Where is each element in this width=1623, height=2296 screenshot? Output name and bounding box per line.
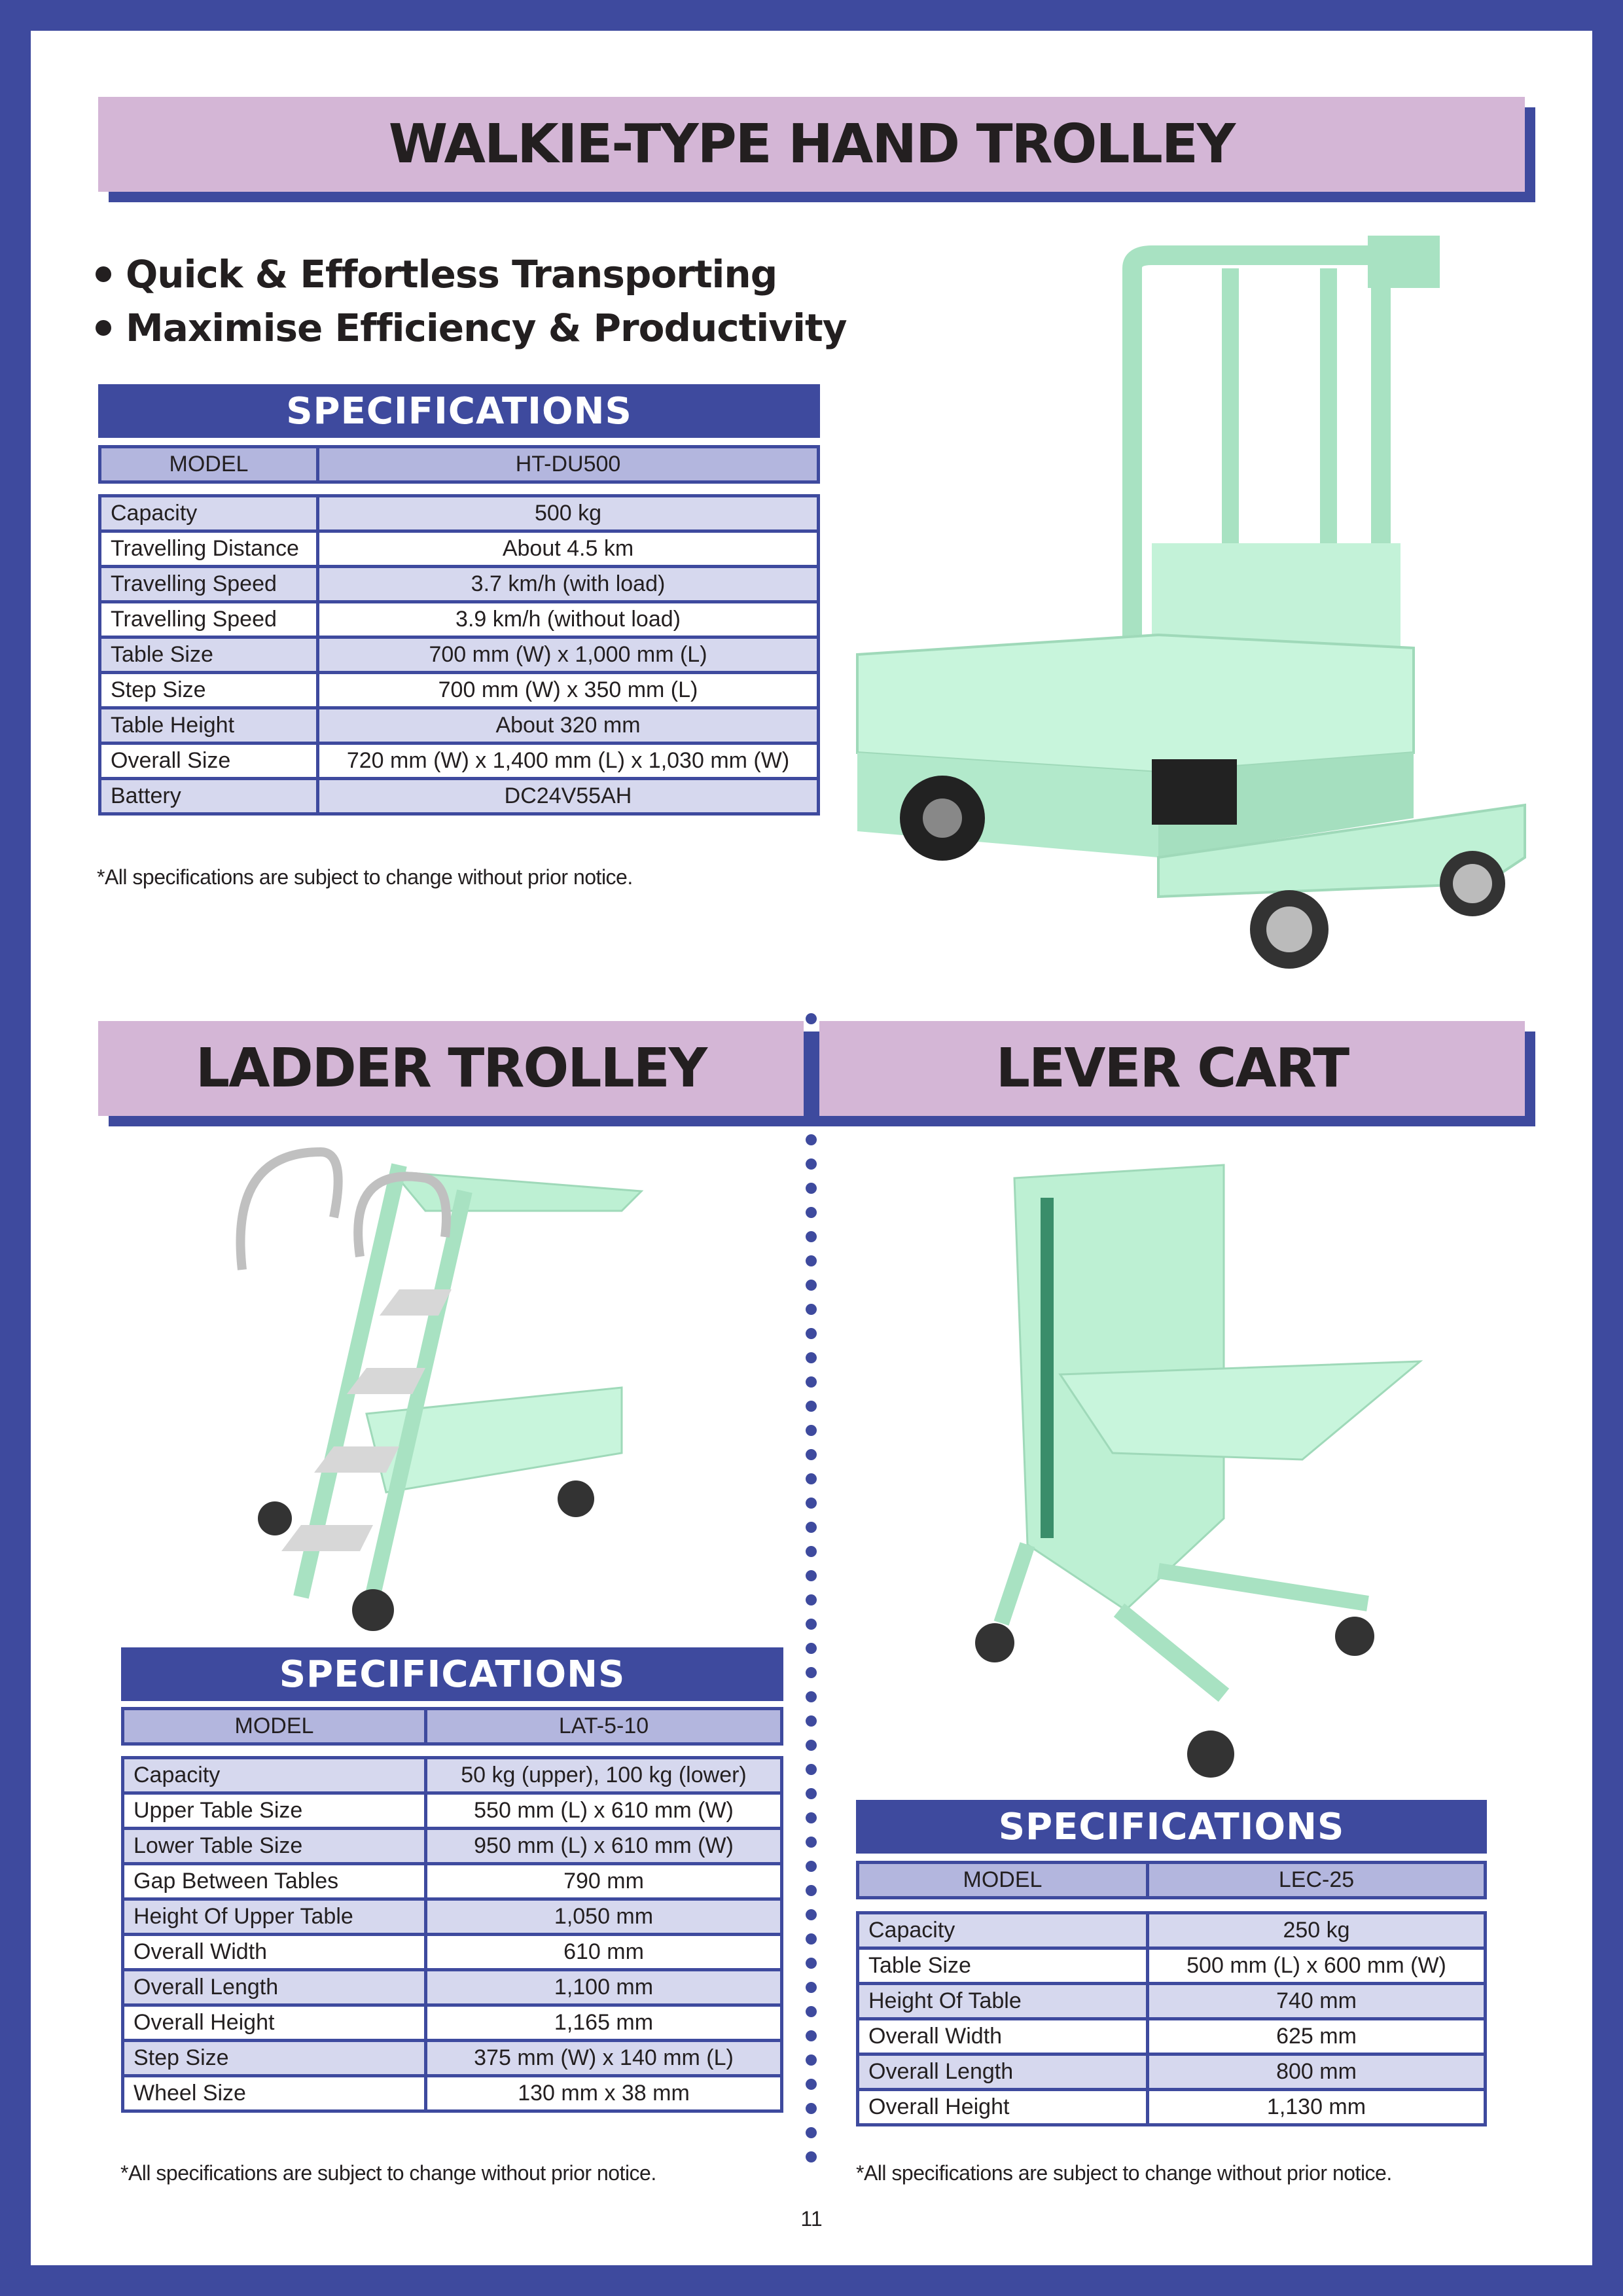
- table-row: [123, 2076, 782, 2111]
- spec-label: Gap Between Tables: [123, 1864, 426, 1899]
- model-value: LEC-25: [1148, 1863, 1486, 1898]
- table-row: [858, 1984, 1486, 2019]
- spec-label: Overall Width: [858, 2019, 1148, 2054]
- walkie-note: *All specifications are subject to change without prior notice.: [97, 865, 633, 889]
- divider-dot: [806, 2103, 817, 2114]
- divider-dot: [806, 1958, 817, 1969]
- table-row: [123, 1970, 782, 2005]
- spec-value: 740 mm: [1148, 1984, 1486, 2019]
- divider-dot: [806, 2127, 817, 2138]
- table-row: [123, 1829, 782, 1864]
- spec-label: Overall Size: [100, 744, 318, 779]
- table-row: [858, 2090, 1486, 2125]
- divider-dot: [806, 1231, 817, 1242]
- table-row: [858, 2054, 1486, 2090]
- model-label: MODEL: [858, 1863, 1148, 1898]
- table-row: [123, 1935, 782, 1970]
- spec-value: 950 mm (L) x 610 mm (W): [426, 1829, 782, 1864]
- divider-dot: [806, 2054, 817, 2066]
- spec-label: Capacity: [858, 1913, 1148, 1948]
- spec-value: 250 kg: [1148, 1913, 1486, 1948]
- spec-label: Overall Height: [123, 2005, 426, 2041]
- spec-label: Height Of Upper Table: [123, 1899, 426, 1935]
- model-label: MODEL: [123, 1709, 426, 1744]
- divider-dot: [806, 1861, 817, 1872]
- model-value: LAT-5-10: [426, 1709, 782, 1744]
- divider-dot: [806, 1449, 817, 1460]
- ladder-spec-title: SPECIFICATIONS: [121, 1647, 783, 1701]
- spec-value: 3.9 km/h (without load): [318, 602, 819, 637]
- bullet-item: Maximise Efficiency & Productivity: [96, 301, 847, 355]
- divider-dot: [806, 1183, 817, 1194]
- divider-dot: [806, 1812, 817, 1823]
- ladder-note: *All specifications are subject to change without prior notice.: [120, 2161, 656, 2185]
- divider-dot: [806, 1909, 817, 1920]
- divider-dot: [806, 1134, 817, 1145]
- divider-dot: [806, 2151, 817, 2162]
- spec-value: 550 mm (L) x 610 mm (W): [426, 1793, 782, 1829]
- spec-value: 130 mm x 38 mm: [426, 2076, 782, 2111]
- divider-dot: [806, 1788, 817, 1799]
- spec-value: 610 mm: [426, 1935, 782, 1970]
- spec-label: Battery: [100, 779, 318, 814]
- divider-dot: [806, 1570, 817, 1581]
- lever-spec-title: SPECIFICATIONS: [856, 1800, 1487, 1854]
- spec-value: About 320 mm: [318, 708, 819, 744]
- table-row: [123, 1793, 782, 1829]
- model-label: MODEL: [100, 447, 318, 482]
- divider-dot: [806, 1837, 817, 1848]
- divider-dot: [806, 1304, 817, 1315]
- spec-label: Overall Length: [123, 1970, 426, 2005]
- spec-label: Upper Table Size: [123, 1793, 426, 1829]
- spec-value: 375 mm (W) x 140 mm (L): [426, 2041, 782, 2076]
- spec-label: Overall Length: [858, 2054, 1148, 2090]
- spec-value: 3.7 km/h (with load): [318, 567, 819, 602]
- divider-dot: [806, 1933, 817, 1945]
- divider-dot: [806, 1158, 817, 1170]
- page-number: 11: [800, 2207, 823, 2231]
- table-row: [100, 531, 819, 567]
- table-row: [123, 2005, 782, 2041]
- divider-dot: [806, 1352, 817, 1363]
- spec-label: Overall Width: [123, 1935, 426, 1970]
- divider-dot: [806, 1715, 817, 1727]
- table-row: [123, 1864, 782, 1899]
- spec-value: 790 mm: [426, 1864, 782, 1899]
- feature-bullets: [96, 247, 847, 355]
- spec-value: 50 kg (upper), 100 kg (lower): [426, 1758, 782, 1793]
- table-row: [100, 744, 819, 779]
- spec-label: Travelling Distance: [100, 531, 318, 567]
- spec-value: 500 mm (L) x 600 mm (W): [1148, 1948, 1486, 1984]
- spec-label: Overall Height: [858, 2090, 1148, 2125]
- spec-label: Table Size: [100, 637, 318, 673]
- spec-value: 1,050 mm: [426, 1899, 782, 1935]
- table-row: [100, 602, 819, 637]
- table-row: [100, 637, 819, 673]
- walkie-model-table: [98, 445, 820, 484]
- divider-dot: [806, 1401, 817, 1412]
- divider-dot: [806, 1740, 817, 1751]
- divider-dot: [806, 2079, 817, 2090]
- walkie-spec-title: SPECIFICATIONS: [98, 384, 820, 438]
- spec-value: About 4.5 km: [318, 531, 819, 567]
- walkie-trolley-image: [844, 229, 1538, 988]
- divider-dot: [806, 1764, 817, 1775]
- divider-dot: [806, 1643, 817, 1654]
- divider-dot: [806, 1207, 817, 1218]
- spec-value: 500 kg: [318, 496, 819, 531]
- spec-label: Lower Table Size: [123, 1829, 426, 1864]
- divider-dot: [806, 1594, 817, 1605]
- table-row: [123, 1899, 782, 1935]
- table-row: [100, 673, 819, 708]
- divider-dot: [806, 1522, 817, 1533]
- spec-label: Travelling Speed: [100, 567, 318, 602]
- spec-label: Table Size: [858, 1948, 1148, 1984]
- bullet-dot-icon: [96, 320, 111, 336]
- ladder-model-table: [121, 1707, 783, 1746]
- divider-dot: [806, 1280, 817, 1291]
- model-value: HT-DU500: [318, 447, 819, 482]
- table-row: [100, 496, 819, 531]
- lever-title: LEVER CART: [819, 1021, 1525, 1116]
- spec-value: DC24V55AH: [318, 779, 819, 814]
- spec-value: 1,100 mm: [426, 1970, 782, 2005]
- spec-label: Table Height: [100, 708, 318, 744]
- spec-label: Capacity: [123, 1758, 426, 1793]
- divider-dot: [806, 1885, 817, 1896]
- bullet-dot-icon: [96, 266, 111, 282]
- ladder-title: LADDER TROLLEY: [98, 1021, 804, 1116]
- table-row: [123, 2041, 782, 2076]
- divider-dot: [806, 1255, 817, 1266]
- table-row: [858, 1913, 1486, 1948]
- lever-model-table: [856, 1861, 1487, 1899]
- divider-dot: [806, 1498, 817, 1509]
- lever-spec-table: [856, 1911, 1487, 2126]
- spec-label: Step Size: [100, 673, 318, 708]
- walkie-spec-table: [98, 494, 820, 816]
- divider-dot: [806, 1667, 817, 1678]
- table-row: [858, 1948, 1486, 1984]
- spec-label: Height Of Table: [858, 1984, 1148, 2019]
- spec-value: 1,165 mm: [426, 2005, 782, 2041]
- spec-value: 1,130 mm: [1148, 2090, 1486, 2125]
- spec-label: Wheel Size: [123, 2076, 426, 2111]
- spec-value: 625 mm: [1148, 2019, 1486, 2054]
- divider-dot: [806, 1328, 817, 1339]
- table-row: [858, 2019, 1486, 2054]
- spec-value: 700 mm (W) x 1,000 mm (L): [318, 637, 819, 673]
- table-row: [123, 1758, 782, 1793]
- spec-value: 800 mm: [1148, 2054, 1486, 2090]
- spec-label: Travelling Speed: [100, 602, 318, 637]
- divider-dot: [806, 1376, 817, 1388]
- spec-label: Step Size: [123, 2041, 426, 2076]
- ladder-trolley-image: [216, 1139, 661, 1636]
- table-row: [100, 567, 819, 602]
- ladder-spec-table: [121, 1756, 783, 2113]
- divider-dot: [806, 1691, 817, 1702]
- divider-dot: [806, 1982, 817, 1993]
- table-row: [100, 779, 819, 814]
- walkie-title: WALKIE-TYPE HAND TROLLEY: [98, 97, 1525, 192]
- lever-cart-image: [962, 1152, 1433, 1793]
- spec-label: Capacity: [100, 496, 318, 531]
- divider-dot: [806, 1546, 817, 1557]
- divider-dot: [806, 2030, 817, 2041]
- divider-dot: [806, 1425, 817, 1436]
- divider-dot: [806, 2006, 817, 2017]
- table-row: [100, 708, 819, 744]
- divider-dot: [806, 1013, 817, 1024]
- divider-dot: [806, 1619, 817, 1630]
- bullet-item: Quick & Effortless Transporting: [96, 247, 847, 301]
- lever-note: *All specifications are subject to change without prior notice.: [856, 2161, 1392, 2185]
- spec-value: 720 mm (W) x 1,400 mm (L) x 1,030 mm (W): [318, 744, 819, 779]
- spec-value: 700 mm (W) x 350 mm (L): [318, 673, 819, 708]
- divider-dot: [806, 1473, 817, 1484]
